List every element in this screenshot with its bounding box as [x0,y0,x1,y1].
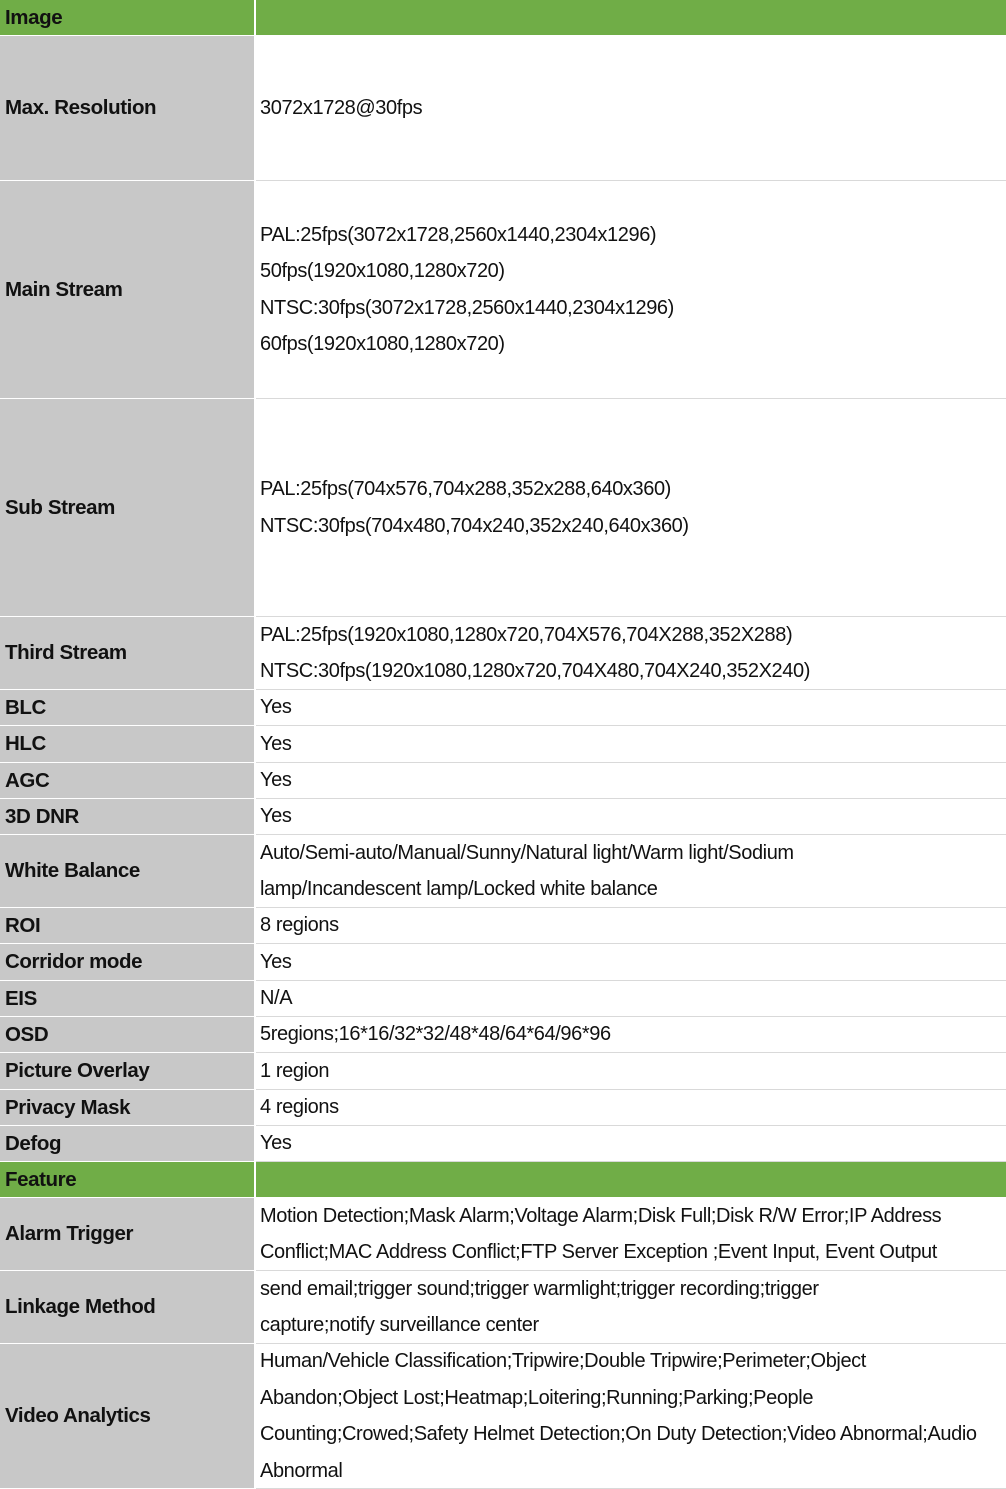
value-text: Yes [260,769,292,792]
row-value-third-stream [256,617,1006,690]
row-value-video-analytics [256,1344,1006,1489]
value-text: Human/Vehicle Classification;Tripwire;Double Tripwire;Perimeter;Object Abandon;Object Lost;Heatmap;Loitering;Running;Parking;People Counting;Crowed;Safety Helmet Detection;On Duty Detection;Video Abnormal;Audio Abnormal [260,1350,977,1482]
row-value-privacy-mask [256,1090,1006,1126]
row-label-defog: Defog [0,1126,256,1162]
row-value-hlc [256,726,1006,763]
row-value-main-stream [256,181,1006,399]
section-header-feature-fill [256,1162,1006,1198]
row-value-3d-dnr [256,799,1006,835]
value-text: 1 region [260,1059,330,1082]
row-label-sub-stream: Sub Stream [0,399,256,617]
value-text: 8 regions [260,914,339,937]
row-label-alarm-trigger: Alarm Trigger [0,1198,256,1271]
value-text: Motion Detection;Mask Alarm;Voltage Alarm;Disk Full;Disk R/W Error;IP Address Conflict;MAC Address Conflict;FTP Server Exception ;Event Input, Event Output [260,1204,942,1263]
row-value-max-resolution [256,36,1006,181]
value-text: Yes [260,805,292,828]
row-label-osd: OSD [0,1017,256,1053]
row-value-alarm-trigger [256,1198,1006,1271]
row-value-corridor-mode [256,944,1006,981]
row-label-hlc: HLC [0,726,256,763]
row-label-3d-dnr: 3D DNR [0,799,256,835]
value-text: send email;trigger sound;trigger warmlight;trigger recording;trigger capture;notify surveillance center [260,1277,819,1336]
row-label-picture-overlay: Picture Overlay [0,1053,256,1090]
row-label-eis: EIS [0,981,256,1017]
row-label-privacy-mask: Privacy Mask [0,1090,256,1126]
value-text: Yes [260,950,292,973]
row-value-sub-stream [256,399,1006,617]
row-label-corridor-mode: Corridor mode [0,944,256,981]
row-value-picture-overlay [256,1053,1006,1090]
row-label-main-stream: Main Stream [0,181,256,399]
row-value-osd [256,1017,1006,1053]
row-label-video-analytics: Video Analytics [0,1344,256,1489]
row-value-roi [256,908,1006,944]
row-value-defog [256,1126,1006,1162]
row-label-agc: AGC [0,763,256,799]
value-text: PAL:25fps(704x576,704x288,352x288,640x360) NTSC:30fps(704x480,704x240,352x240,640x360) [260,478,689,537]
row-label-third-stream: Third Stream [0,617,256,690]
value-text: Auto/Semi-auto/Manual/Sunny/Natural light/Warm light/Sodium lamp/Incandescent lamp/Locked white balance [260,841,794,900]
section-header-image-fill [256,0,1006,36]
value-text: PAL:25fps(1920x1080,1280x720,704X576,704X288,352X288) NTSC:30fps(1920x1080,1280x720,704X480,704X240,352X240) [260,623,810,682]
row-label-white-balance: White Balance [0,835,256,908]
value-text: Yes [260,732,292,755]
row-label-roi: ROI [0,908,256,944]
value-text: PAL:25fps(3072x1728,2560x1440,2304x1296) 50fps(1920x1080,1280x720) NTSC:30fps(3072x1728,2560x1440,2304x1296) 60fps(1920x1080,1280x720) [260,223,674,355]
row-value-agc [256,763,1006,799]
row-value-blc [256,690,1006,726]
row-value-linkage-method [256,1271,1006,1344]
section-header-feature: Feature [0,1162,256,1198]
row-label-blc: BLC [0,690,256,726]
value-text: 5regions;16*16/32*32/48*48/64*64/96*96 [260,1023,611,1046]
value-text: 3072x1728@30fps [260,96,423,119]
row-value-white-balance [256,835,1006,908]
section-header-image: Image [0,0,256,36]
value-text: 4 regions [260,1096,339,1119]
value-text: Yes [260,696,292,719]
row-label-max-resolution: Max. Resolution [0,36,256,181]
value-text: N/A [260,987,293,1010]
row-value-eis [256,981,1006,1017]
value-text: Yes [260,1132,292,1155]
row-label-linkage-method: Linkage Method [0,1271,256,1344]
